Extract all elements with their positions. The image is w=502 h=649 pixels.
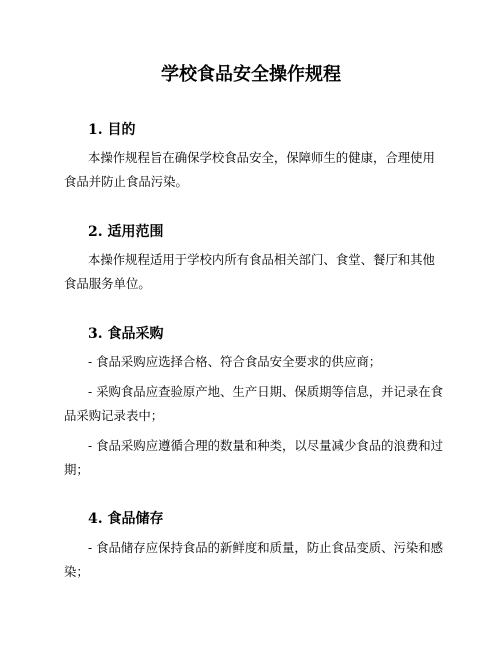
document-title: 学校食品安全操作规程 — [161, 64, 341, 85]
list-item: - 食品储存应保持食品的新鲜度和质量，防止食品变质、污染和感染； — [64, 540, 444, 579]
section-title: 食品采购 — [107, 326, 164, 342]
section-number: 3. — [88, 326, 103, 342]
section-heading-storage — [88, 509, 164, 529]
section-title: 目的 — [107, 122, 136, 138]
list-item: - 采购食品应查验原产地、生产日期、保质期等信息，并记录在食品采购记录表中； — [64, 384, 444, 423]
section-heading-scope — [88, 222, 164, 242]
list-item: - 食品采购应选择合格、符合食品安全要求的供应商； — [88, 354, 382, 369]
section-title: 适用范围 — [107, 224, 164, 240]
section-number: 2. — [88, 224, 103, 240]
section-title: 食品储存 — [107, 511, 164, 527]
list-item: - 食品采购应遵循合理的数量和种类，以尽量减少食品的浪费和过期； — [64, 438, 444, 477]
section-number: 4. — [88, 511, 103, 527]
section-heading-purpose — [88, 120, 136, 140]
section-heading-procurement — [88, 324, 164, 344]
paragraph: 本操作规程旨在确保学校食品安全，保障师生的健康，合理使用食品并防止食品污染。 — [64, 150, 435, 189]
section-number: 1. — [88, 122, 103, 138]
paragraph: 本操作规程适用于学校内所有食品相关部门、食堂、餐厅和其他食品服务单位。 — [64, 252, 435, 291]
